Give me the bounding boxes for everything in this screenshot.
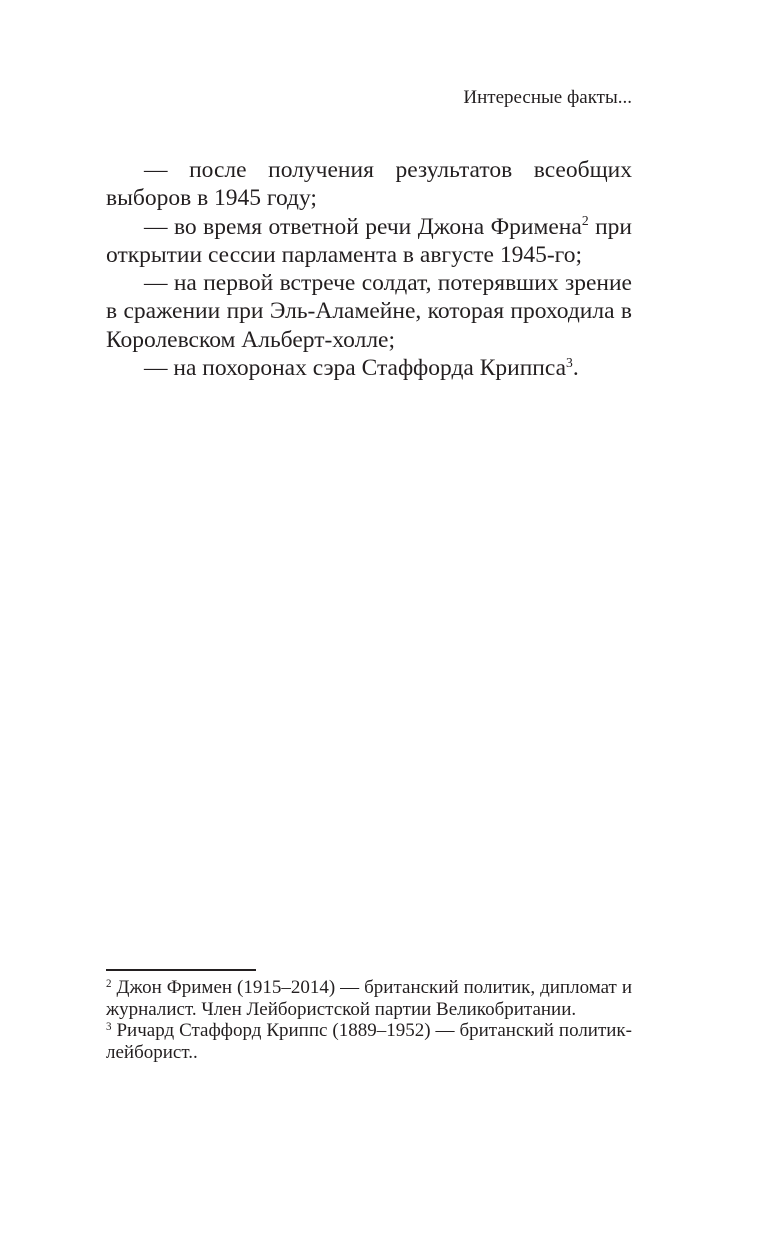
footnote-text: Ричард Стаффорд Криппс (1889–1952) — британский политик-лейборист.. bbox=[106, 1020, 632, 1063]
running-head: Интересные факты... bbox=[463, 87, 632, 108]
list-item bbox=[106, 213, 632, 270]
list-item-text: — после получения результатов всеобщих выборов в 1945 году; bbox=[106, 157, 632, 212]
main-text bbox=[106, 156, 632, 382]
list-item-text: — на первой встрече солдат, потерявших зрение в сражении при Эль-Аламейне, которая проходила в Королевском Альберт-холле; bbox=[106, 270, 632, 353]
footnote bbox=[106, 1020, 632, 1063]
footnote bbox=[106, 977, 632, 1020]
footnote-ref: 2 bbox=[581, 213, 589, 229]
footnote-ref: 3 bbox=[566, 354, 573, 370]
list-item bbox=[106, 354, 632, 382]
list-item-text: при открытии сессии парламента в августе 1945-го; bbox=[106, 213, 633, 268]
list-item bbox=[106, 269, 632, 354]
footnote-mark: 2 bbox=[106, 977, 112, 990]
footnote-divider bbox=[106, 969, 256, 971]
punctuation: . bbox=[572, 355, 579, 382]
footnotes bbox=[106, 977, 632, 1063]
list-item bbox=[106, 156, 632, 213]
list-item-text: — на похоронах сэра Стаффорда Криппса bbox=[144, 355, 567, 382]
footnote-mark: 3 bbox=[106, 1020, 112, 1033]
footnote-text: Джон Фримен (1915–2014) — британский политик, дипломат и журналист. Член Лейбористской партии Великобритании. bbox=[106, 977, 632, 1020]
list-item-text: — во время ответной речи Джона Фримена bbox=[144, 213, 582, 240]
